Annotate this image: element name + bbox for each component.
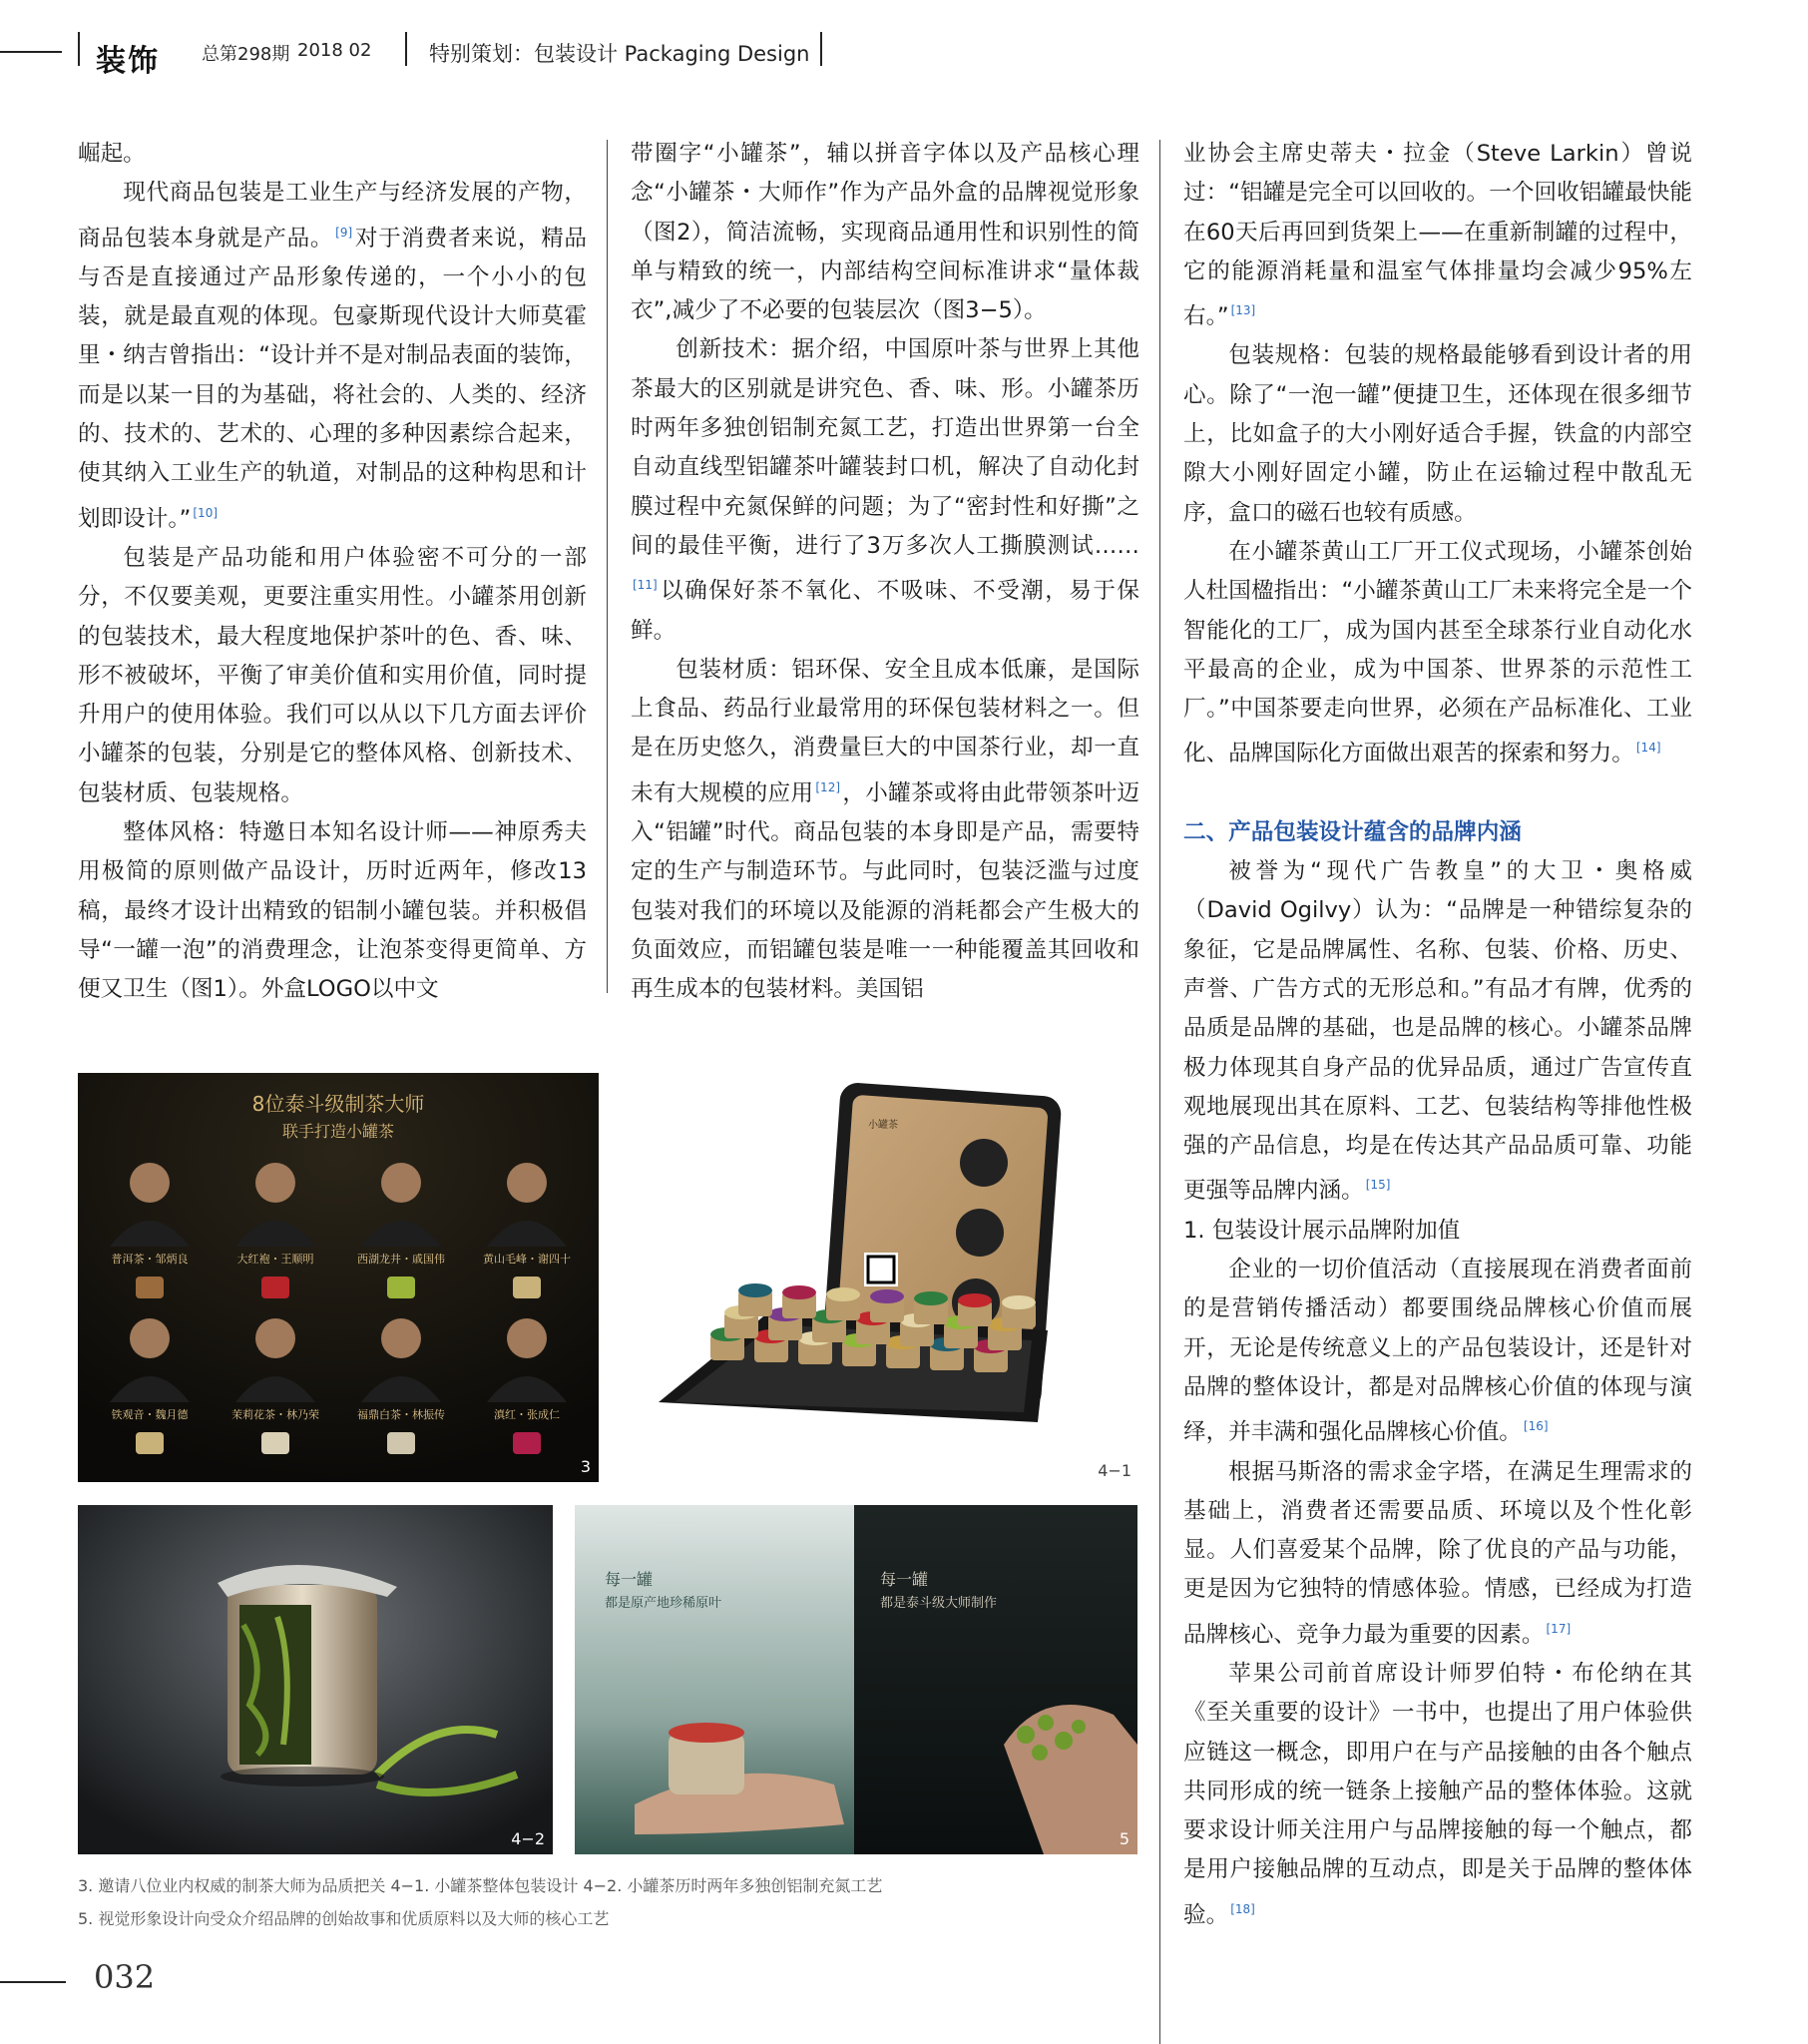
citation[interactable]: [12] <box>815 779 841 794</box>
master-name: 铁观音・魏月德 <box>111 1408 189 1421</box>
issue-number: 总第298期 <box>202 44 290 65</box>
section-heading: 二、产品包装设计蕴含的品牌内涵 <box>1183 818 1522 845</box>
figure-3-subtitle: 联手打造小罐茶 <box>281 1122 395 1141</box>
figure-5-left-subtitle: 都是原产地珍稀原叶 <box>605 1596 722 1611</box>
figure-3-graphic <box>78 1073 599 1482</box>
paragraph: 包装规格：包装的规格最能够看到设计者的用心。除了“一泡一罐”便捷卫生，还体现在很多细节上，比如盒子的大小刚好适合手握，铁盒的内部空隙大小刚好固定小罐，防止在运输过程中散乱无序，盒口的磁石也较有质感。 <box>1183 342 1692 526</box>
tea-can-lid <box>1002 1295 1036 1309</box>
column-divider <box>1159 140 1160 2044</box>
tea-can <box>261 1277 289 1298</box>
tea-can <box>387 1277 415 1298</box>
paragraph: 在小罐茶黄山工厂开工仪式现场，小罐茶创始人杜国楹指出：“小罐茶黄山工厂未来将完全是一个智能化的工厂，成为国内甚至全球茶行业自动化水平最高的企业，成为中国茶、世界茶的示范性工厂。”中国茶要走向世界，必须在产品标准化、工业化、品牌国际化方面做出艰苦的探索和努力。 [14] <box>1183 538 1692 767</box>
citation[interactable]: [16] <box>1523 1419 1549 1434</box>
master-name: 普洱茶・邹炳良 <box>111 1253 189 1266</box>
paragraph: 被誉为“现代广告教皇”的大卫・奥格威（David Ogilvy）认为：“品牌是一种错综复杂的象征，它是品牌属性、名称、包装、价格、历史、声誉、广告方式的无形总和。”有品才有牌，优秀的品质是品牌的基础，也是品牌的核心。小罐茶品牌极力体现其自身产品的优异品质，通过广告宣传直观地展现出其在原料、工艺、包装结构等排他性极强的产品信息，均是在传达其产品品质可靠、功能更强等品牌内涵。 [15] <box>1183 858 1692 1205</box>
master-portrait <box>255 1318 295 1358</box>
figure-5-right-title: 每一罐 <box>880 1570 929 1589</box>
paragraph: 业协会主席史蒂夫・拉金（Steve Larkin）曾说过：“铝罐是完全可以回收的。一个回收铝罐最快能在60天后再回到货架上——在重新制罐的过程中，它的能源消耗量和温室气体排量均会减少95%左右。” [13] <box>1183 141 1692 330</box>
lid-window <box>956 1209 1004 1257</box>
page-number: 032 <box>94 1958 156 1996</box>
figure-3-tea-masters <box>78 1073 599 1482</box>
header-divider <box>78 32 80 66</box>
tea-can-lid <box>782 1285 816 1299</box>
figure-label: 3 <box>580 1457 591 1476</box>
master-name: 西湖龙井・戚国伟 <box>357 1253 445 1266</box>
master-portrait <box>255 1163 295 1203</box>
master-portrait <box>130 1318 170 1358</box>
master-name: 黄山毛峰・谢四十 <box>483 1253 571 1266</box>
figure-4-1-graphic <box>619 1073 1137 1482</box>
citation[interactable]: [15] <box>1365 1178 1391 1193</box>
figure-5-brand-visuals <box>575 1505 1137 1854</box>
tea-can-lid <box>914 1291 948 1305</box>
master-name: 茉莉花茶・林乃荣 <box>231 1408 319 1421</box>
header-divider <box>820 32 822 66</box>
figure-5-left-title: 每一罐 <box>605 1570 654 1589</box>
citation[interactable]: [11] <box>633 578 658 593</box>
tea-can <box>136 1277 164 1298</box>
figure-label: 4−1 <box>1098 1461 1131 1480</box>
figure-5-graphic <box>575 1505 1137 1854</box>
figure-3-title: 8位泰斗级制茶大师 <box>251 1092 425 1116</box>
paragraph: 包装材质：铝环保、安全且成本低廉，是国际上食品、药品行业最常用的环保包装材料之一。但是在历史悠久，消费量巨大的中国茶行业，却一直未有大规模的应用 [12]，小罐茶或将由此带领茶叶迈入“铝罐”时代。商品包装的本身即是产品，需要特定的生产与制造环节。与此同时，包装泛滥与过度包装对我们的环境以及能源的消耗都会产生极大的负面效应，而铝罐包装是唯一一种能覆盖其回收和再生成本的包装材料。美国铝 <box>631 656 1139 1003</box>
tea-can <box>513 1432 541 1454</box>
figure-4-1-gift-box <box>619 1073 1137 1482</box>
paragraph: 崛起。 <box>78 141 146 167</box>
paragraph: 现代商品包装是工业生产与经济发展的产物，商品包装本身就是产品。 [9]对于消费者来说，精品与否是直接通过产品形象传递的，一个小小的包装，就是最直观的体现。包豪斯现代设计大师莫霍里・纳吉曾指出：“设计并不是对制品表面的装饰，而是以某一目的为基础，将社会的、人类的、经济的、技术的、艺术的、心理的多种因素综合起来，使其纳入工业生产的轨道，对制品的这种构思和计划即设计。” [10] <box>78 180 588 532</box>
citation[interactable]: [18] <box>1230 1901 1255 1916</box>
tea-can <box>387 1432 415 1454</box>
tea-can-lid <box>870 1289 904 1303</box>
paragraph: 根据马斯洛的需求金字塔，在满足生理需求的基础上，消费者还需要品质、环境以及个性化彰显。人们喜爱某个品牌，除了优良的产品与功能，更是因为它独特的情感体验。情感，已经成为打造品牌核心、竞争力最为重要的因素。 [17] <box>1183 1458 1692 1648</box>
master-name: 滇红・张成仁 <box>494 1408 560 1421</box>
text-column-3 <box>1183 135 1692 1935</box>
subsection-heading: 1. 包装设计展示品牌附加值 <box>1183 1217 1461 1244</box>
figure-caption: 5. 视觉形象设计向受众介绍品牌的创始故事和优质原料以及大师的核心工艺 <box>78 1909 610 1928</box>
master-portrait <box>381 1163 421 1203</box>
text-column-1 <box>78 135 587 1010</box>
issue-date: 2018 02 <box>297 40 372 61</box>
footer-rule <box>0 1981 66 1983</box>
citation[interactable]: [10] <box>193 505 219 520</box>
master-name: 福鼎白茶・林振传 <box>357 1408 445 1421</box>
paragraph: 整体风格：特邀日本知名设计师——神原秀夫用极简的原则做产品设计，历时近两年，修改13稿，最终才设计出精致的铝制小罐包装。并积极倡导“一罐一泡”的消费理念，让泡茶变得更简单、方便又卫生（图1）。外盒LOGO以中文 <box>78 819 587 1003</box>
tea-can-lid <box>738 1283 772 1297</box>
citation[interactable]: [14] <box>1635 741 1661 756</box>
paragraph: 苹果公司前首席设计师罗伯特・布伦纳在其《至关重要的设计》一书中，也提出了用户体验供应链这一概念，即用户在与产品接触的由各个触点共同形成的统一链条上接触产品的整体体验。这就要求设计师关注用户与品牌接触的每一个触点，都是用户接触品牌的互动点，即是关于品牌的整体体验。 [18] <box>1183 1660 1692 1928</box>
magazine-brand: 装饰 <box>96 44 160 79</box>
tea-can <box>136 1432 164 1454</box>
tea-can <box>261 1432 289 1454</box>
figure-4-2-graphic <box>78 1505 553 1854</box>
lid-text: 小罐茶 <box>868 1120 898 1131</box>
paragraph: 带圈字“小罐茶”，辅以拼音字体以及产品核心理念“小罐茶・大师作”作为产品外盒的品牌视觉形象（图2），简洁流畅，实现商品通用性和识别性的简单与精致的统一，内部结构空间标准讲求“量体裁衣”,减少了不必要的包装层次（图3−5）。 <box>631 141 1139 324</box>
master-portrait <box>130 1163 170 1203</box>
figure-caption: 3. 邀请八位业内权威的制茶大师为品质把关 4−1. 小罐茶整体包装设计 4−2. 小罐茶历时两年多独创铝制充氮工艺 <box>78 1876 883 1895</box>
paragraph: 创新技术：据介绍，中国原叶茶与世界上其他茶最大的区别就是讲究色、香、味、形。小罐茶历时两年多独创铝制充氮工艺，打造出世界第一台全自动直线型铝罐茶叶罐装封口机，解决了自动化封膜过程中充氮保鲜的问题；为了“密封性和好撕”之间的最佳平衡，进行了3万多次人工撕膜测试……[11]以确保好茶不氧化、不吸味、不受潮，易于保鲜。 <box>631 336 1139 644</box>
citation[interactable]: [9] <box>335 225 353 240</box>
lid-window <box>960 1139 1008 1187</box>
header-rule-left <box>0 51 62 53</box>
tea-can <box>513 1277 541 1298</box>
paragraph: 企业的一切价值活动（直接展现在消费者面前的是营销传播活动）都要围绕品牌核心价值而展开，无论是传统意义上的产品包装设计，还是针对品牌的整体设计，都是对品牌核心价值的体现与演绎，并丰满和强化品牌核心价值。 [16] <box>1183 1257 1692 1446</box>
column-divider <box>607 140 608 993</box>
figure-4-2-sealed-can <box>78 1505 553 1854</box>
figure-label: 4−2 <box>511 1829 545 1848</box>
citation[interactable]: [13] <box>1230 303 1256 318</box>
header-divider <box>405 32 407 66</box>
citation[interactable]: [17] <box>1546 1621 1572 1636</box>
figure-label: 5 <box>1119 1829 1130 1848</box>
tea-can-lid <box>826 1287 860 1301</box>
section-title: 特别策划：包装设计 Packaging Design <box>429 42 810 66</box>
figure-5-right-subtitle: 都是泰斗级大师制作 <box>880 1596 998 1611</box>
tea-can-lid <box>958 1293 992 1307</box>
master-portrait <box>381 1318 421 1358</box>
master-name: 大红袍・王顺明 <box>236 1253 314 1266</box>
master-portrait <box>507 1163 547 1203</box>
master-portrait <box>507 1318 547 1358</box>
paragraph: 包装是产品功能和用户体验密不可分的一部分，不仅要美观，更要注重实用性。小罐茶用创新的包装技术，最大程度地保护茶叶的色、香、味、形不被破坏，平衡了审美价值和实用价值，同时提升用户的使用体验。我们可以从以下几方面去评价小罐茶的包装，分别是它的整体风格、创新技术、包装材质、包装规格。 <box>78 544 587 806</box>
text-column-2 <box>631 135 1139 1010</box>
